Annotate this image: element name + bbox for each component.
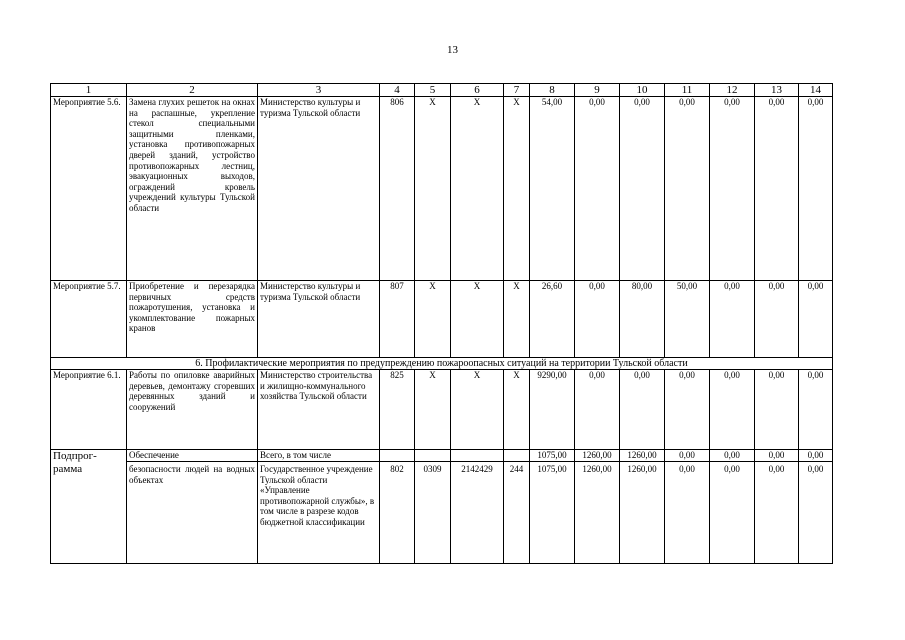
executor: Министерство строительства и жилищно-коммунального хозяйства Тульской области	[258, 370, 380, 450]
cell-value: 0,00	[710, 370, 755, 450]
cell-csr: X	[451, 281, 504, 358]
detail-value: 0,00	[724, 464, 740, 474]
header-cell: 5	[415, 84, 451, 97]
cell-grbs: 806	[380, 97, 415, 281]
cell-value	[799, 450, 833, 564]
section-heading: 6. Профилактические мероприятия по предупреждению пожароопасных ситуаций на территории Тульской области	[51, 358, 833, 370]
subprogram-title	[127, 450, 258, 564]
cell-value: 50,00	[665, 281, 710, 358]
table-row-5-6	[51, 97, 833, 281]
cell-vr	[504, 450, 530, 564]
cell-value	[755, 450, 799, 564]
header-cell: 3	[258, 84, 380, 97]
table-row-6-1	[51, 370, 833, 450]
cell-value: 0,00	[620, 97, 665, 281]
detail-value: 0,00	[768, 464, 785, 474]
program-table	[50, 83, 833, 564]
total-value: 1075,00	[530, 450, 574, 462]
cell-value: 0,00	[755, 281, 799, 358]
cell-grbs-value: 802	[390, 464, 404, 474]
cell-rzpr: X	[415, 281, 451, 358]
cell-value: 80,00	[620, 281, 665, 358]
cell-value: 0,00	[710, 97, 755, 281]
header-cell: 1	[51, 84, 127, 97]
cell-rzpr: X	[415, 97, 451, 281]
cell-value: 9290,00	[530, 370, 575, 450]
cell-value: 0,00	[799, 281, 833, 358]
cell-value: 0,00	[755, 97, 799, 281]
total-value: 0,00	[710, 450, 754, 462]
header-cell: 10	[620, 84, 665, 97]
cell-vr: X	[504, 97, 530, 281]
activity-number: Мероприятие 5.7.	[51, 281, 127, 358]
cell-vr-value: 244	[509, 464, 524, 474]
cell-value	[575, 450, 620, 564]
activity-description: Приобретение и перезарядка первичных средств пожаротушения, установка и укомплектование пожарных кранов	[127, 281, 258, 358]
activity-description: Работы по опиловке аварийных деревьев, демонтажу сгоревших деревянных зданий и сооружений	[127, 370, 258, 450]
header-cell: 13	[755, 84, 799, 97]
subprogram-executor	[258, 450, 380, 564]
executor: Министерство культуры и туризма Тульской области	[258, 281, 380, 358]
header-cell: 4	[380, 84, 415, 97]
subprogram-title-rest: безопасности людей на водных объектах	[129, 464, 255, 485]
detail-value: 1260,00	[627, 464, 657, 474]
activity-number: Мероприятие 5.6.	[51, 97, 127, 281]
detail-value: 0,00	[807, 464, 824, 474]
total-value: 0,00	[755, 450, 798, 462]
cell-rzpr-value: 0309	[423, 464, 442, 474]
cell-vr: X	[504, 370, 530, 450]
subprogram-label: Подпрог-рамма	[51, 450, 127, 564]
cell-value: 0,00	[665, 370, 710, 450]
cell-csr: X	[451, 97, 504, 281]
header-cell: 6	[451, 84, 504, 97]
cell-value: 0,00	[575, 370, 620, 450]
total-value: 1260,00	[620, 450, 664, 462]
cell-value: 0,00	[575, 97, 620, 281]
cell-value	[530, 450, 575, 564]
section-row	[51, 358, 833, 370]
cell-value: 0,00	[575, 281, 620, 358]
subprogram-title-first-line: Обеспечение	[127, 450, 257, 462]
cell-grbs: 825	[380, 370, 415, 450]
detail-value: 1260,00	[582, 464, 612, 474]
cell-value: 0,00	[665, 97, 710, 281]
table-row-5-7	[51, 281, 833, 358]
cell-value: 26,60	[530, 281, 575, 358]
activity-number: Мероприятие 6.1.	[51, 370, 127, 450]
detail-value: 0,00	[679, 464, 695, 474]
total-label: Всего, в том числе	[258, 450, 379, 462]
activity-description: Замена глухих решеток на окнах на распашные, укрепление стекол специальными защитными пленками, установка противопожарных дверей зданий, устройство противопожарных лестниц, эвакуационных выходов, ограждений кровель учреждений культуры Тульской области	[127, 97, 258, 281]
cell-value	[620, 450, 665, 564]
cell-grbs: 807	[380, 281, 415, 358]
page-number: 13	[447, 44, 458, 56]
total-value: 1260,00	[575, 450, 619, 462]
cell-csr: X	[451, 370, 504, 450]
cell-value: 0,00	[799, 97, 833, 281]
total-value: 0,00	[665, 450, 709, 462]
executor: Министерство культуры и туризма Тульской области	[258, 97, 380, 281]
cell-value: 54,00	[530, 97, 575, 281]
table-row-subprogram	[51, 450, 833, 564]
header-cell: 2	[127, 84, 258, 97]
cell-value	[710, 450, 755, 564]
header-cell: 14	[799, 84, 833, 97]
cell-value: 0,00	[710, 281, 755, 358]
cell-value: 0,00	[799, 370, 833, 450]
cell-value: 0,00	[755, 370, 799, 450]
cell-rzpr: X	[415, 370, 451, 450]
cell-grbs	[380, 450, 415, 564]
cell-csr-value: 2142429	[461, 464, 493, 474]
total-value: 0,00	[799, 450, 832, 462]
header-cell: 12	[710, 84, 755, 97]
header-cell: 9	[575, 84, 620, 97]
header-cell: 8	[530, 84, 575, 97]
cell-rzpr	[415, 450, 451, 564]
cell-vr: X	[504, 281, 530, 358]
header-cell: 7	[504, 84, 530, 97]
cell-value	[665, 450, 710, 564]
header-row	[51, 84, 833, 97]
cell-value: 0,00	[620, 370, 665, 450]
executor: Государственное учреждение Тульской области «Управление противопожарной службы», в том числе в разрезе кодов бюджетной классификации	[260, 464, 375, 527]
header-cell: 11	[665, 84, 710, 97]
cell-csr	[451, 450, 504, 564]
detail-value: 1075,00	[537, 464, 567, 474]
